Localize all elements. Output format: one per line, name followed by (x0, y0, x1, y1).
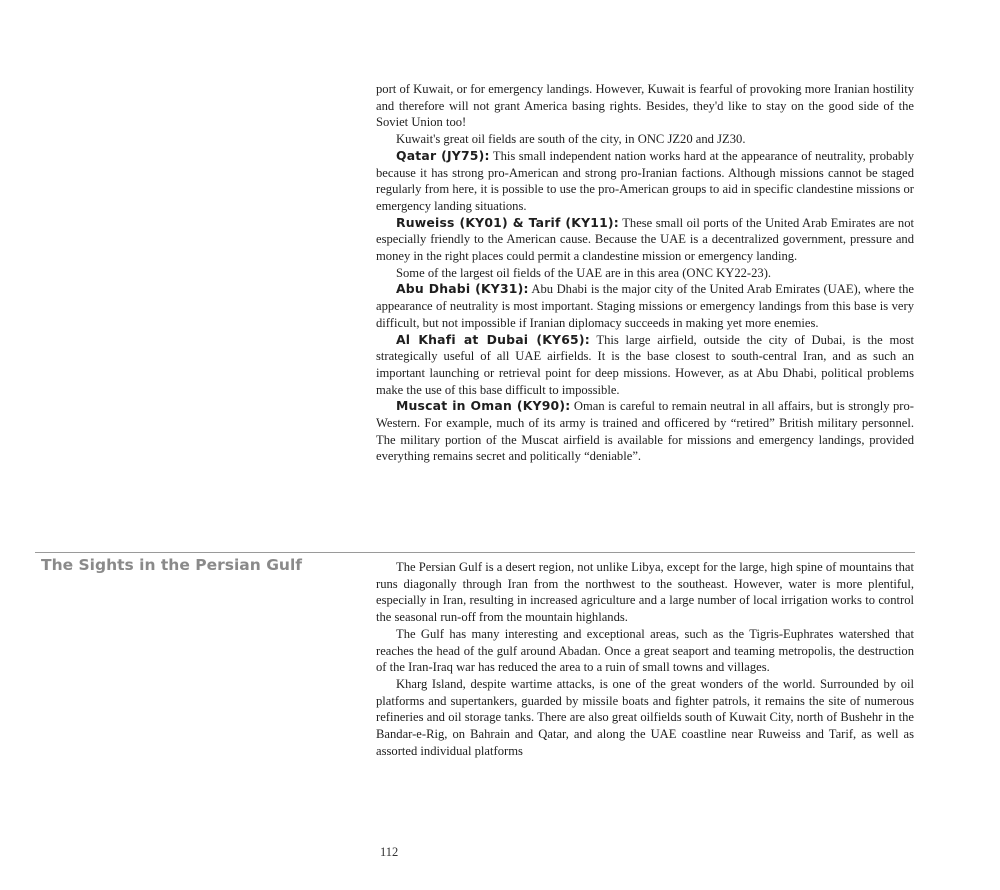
page-number: 112 (380, 845, 399, 859)
section-divider (35, 552, 915, 553)
paragraph-muscat: Muscat in Oman (KY90): Oman is careful to remain neutral in all affairs, but is strongly pro-Western. For example, much of its army is trained and officered by “retired” British military personnel. The military portion of the Muscat airfield is available for missions and emergency landings, provided everything remains secret and politically “deniable”. (376, 398, 914, 464)
paragraph: Some of the largest oil fields of the UAE are in this area (ONC KY22-23). (396, 265, 772, 280)
paragraph: Kuwait's great oil fields are south of the city, in ONC JZ20 and JZ30. (396, 132, 746, 147)
run-in-heading: Al Khafi at Dubai (KY65): (396, 331, 590, 347)
run-in-heading: Abu Dhabi (KY31): (396, 281, 529, 297)
paragraph: Kharg Island, despite wartime attacks, is one of the great wonders of the world. Surrounded by oil platforms and supertankers, guarded by missile boats and fighter patrols, it remains the site of numerous refineries and oil storage tanks. There are also great oilfields south of Kuwait City, north of Bushehr in the Bandar-e-Rig, on Bahrain and Qatar, and along the UAE coastline near Ruweiss and Tarif, as well as assorted individual platforms (376, 676, 914, 758)
body-text-top (376, 81, 914, 465)
paragraph-ruweiss-tarif: Ruweiss (KY01) & Tarif (KY11): These small oil ports of the United Arab Emirates are not especially friendly to the American cause. Because the UAE is a decentralized government, pressure and money in the right places could permit a clandestine mission or emergency landing. (376, 214, 914, 264)
run-in-heading: Muscat in Oman (KY90): (396, 398, 571, 414)
run-in-heading: Ruweiss (KY01) & Tarif (KY11): (396, 214, 619, 230)
run-in-heading: Qatar (JY75): (396, 147, 490, 163)
paragraph: port of Kuwait, or for emergency landings. However, Kuwait is fearful of provoking more Iranian hostility and therefore will not grant America basing rights. Besides, they'd like to stay on the good side of the Soviet Union too! (376, 82, 914, 130)
section-heading: The Sights in the Persian Gulf (41, 556, 303, 574)
body-text-section (376, 559, 914, 759)
paragraph: The Gulf has many interesting and exceptional areas, such as the Tigris-Euphrates watershed that reaches the head of the gulf around Abadan. Once a great seaport and teaming metropolis, the destruction of the Iran-Iraq war has reduced the area to a ruin of small towns and villages. (376, 626, 914, 675)
paragraph-al-khafi: Al Khafi at Dubai (KY65): This large airfield, outside the city of Dubai, is the most strategically useful of all UAE airfields. It is the base closest to south-central Iran, and as such an important launching or retrieval point for deep missions. However, as at Abu Dhabi, political problems make the use of this base difficult to impossible. (376, 331, 914, 397)
paragraph: The Persian Gulf is a desert region, not unlike Libya, except for the large, high spine of mountains that runs diagonally through Iran from the northwest to the southeast. However, water is more plentiful, especially in Iran, resulting in increased agriculture and a large number of local irrigation works to control the seasonal run-off from the mountain highlands. (376, 560, 914, 625)
paragraph-abu-dhabi: Abu Dhabi (KY31): Abu Dhabi is the major city of the United Arab Emirates (UAE), where the appearance of neutrality is most important. Staging missions or emergency landings from this base is very difficult, but not impossible if Iranian diplomacy succeeds in making yet more enemies. (376, 281, 914, 330)
paragraph-qatar: Qatar (JY75): This small independent nation works hard at the appearance of neutrality, probably because it has strong pro-American and strong pro-Iranian factions. Although missions cannot be staged regularly from here, it is possible to use the pro-American groups to aid in specific clandestine missions or emergency landing situations. (376, 147, 915, 213)
